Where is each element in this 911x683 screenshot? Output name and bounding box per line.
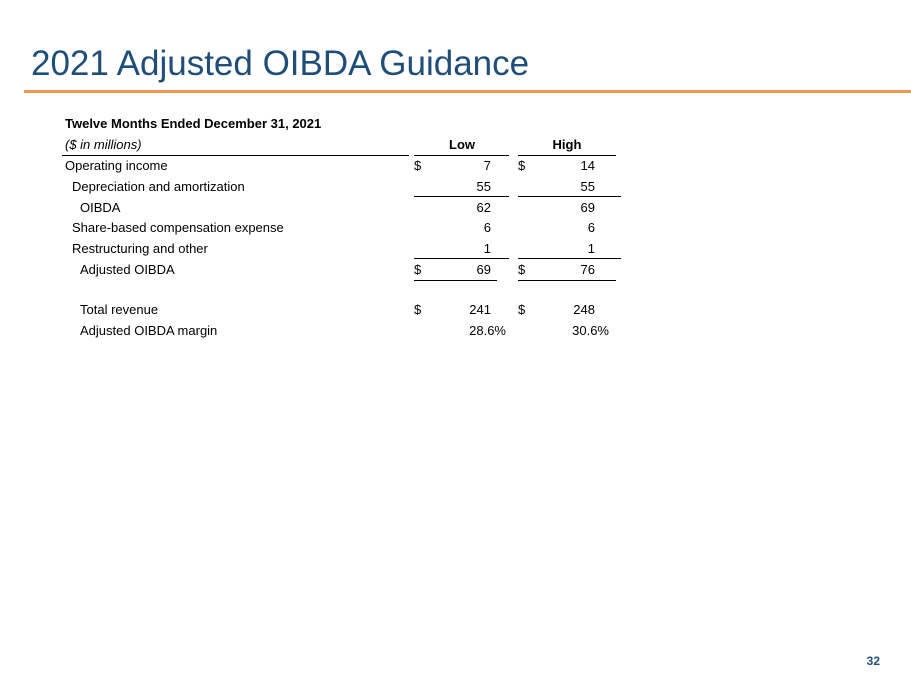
table-row <box>0 259 911 280</box>
table-row <box>0 155 911 176</box>
value-low: 28.6% <box>469 323 506 338</box>
row-label: Depreciation and amortization <box>72 179 245 194</box>
row-label: Share-based compensation expense <box>72 220 284 235</box>
currency-symbol: $ <box>414 302 422 317</box>
row-label: Total revenue <box>80 302 159 317</box>
total-underline-high <box>518 280 616 281</box>
value-low: 6 <box>483 220 491 235</box>
table-header-title: Twelve Months Ended December 31, 2021 <box>65 116 322 131</box>
currency-symbol: $ <box>518 158 526 173</box>
value-high: 55 <box>580 179 595 194</box>
value-low: 62 <box>476 200 491 215</box>
value-low: 7 <box>483 158 491 173</box>
table-row <box>0 176 911 197</box>
currency-symbol: $ <box>518 302 526 317</box>
row-label: Restructuring and other <box>72 241 208 256</box>
value-high: 14 <box>580 158 595 173</box>
value-low: 55 <box>476 179 491 194</box>
value-high: 6 <box>587 220 595 235</box>
title-divider <box>24 90 911 93</box>
table-row <box>0 320 911 341</box>
slide-title: 2021 Adjusted OIBDA Guidance <box>31 44 530 83</box>
row-label: Operating income <box>65 158 168 173</box>
table-units-label: ($ in millions) <box>65 137 142 152</box>
value-high: 248 <box>573 302 595 317</box>
row-label: Adjusted OIBDA <box>80 262 175 277</box>
table-row <box>0 299 911 320</box>
page-number: 32 <box>866 654 880 668</box>
table-row <box>0 238 911 259</box>
value-low: 241 <box>469 302 491 317</box>
value-low: 69 <box>476 262 491 277</box>
row-label: OIBDA <box>80 200 121 215</box>
column-header-low: Low <box>449 137 475 152</box>
value-high: 76 <box>580 262 595 277</box>
row-label: Adjusted OIBDA margin <box>80 323 218 338</box>
total-underline-low <box>414 280 497 281</box>
table-row <box>0 197 911 218</box>
currency-symbol: $ <box>518 262 526 277</box>
table-row <box>0 217 911 238</box>
column-header-high: High <box>552 137 582 152</box>
currency-symbol: $ <box>414 158 422 173</box>
value-high: 1 <box>587 241 595 256</box>
value-high: 30.6% <box>572 323 609 338</box>
value-low: 1 <box>483 241 491 256</box>
currency-symbol: $ <box>414 262 422 277</box>
value-high: 69 <box>580 200 595 215</box>
